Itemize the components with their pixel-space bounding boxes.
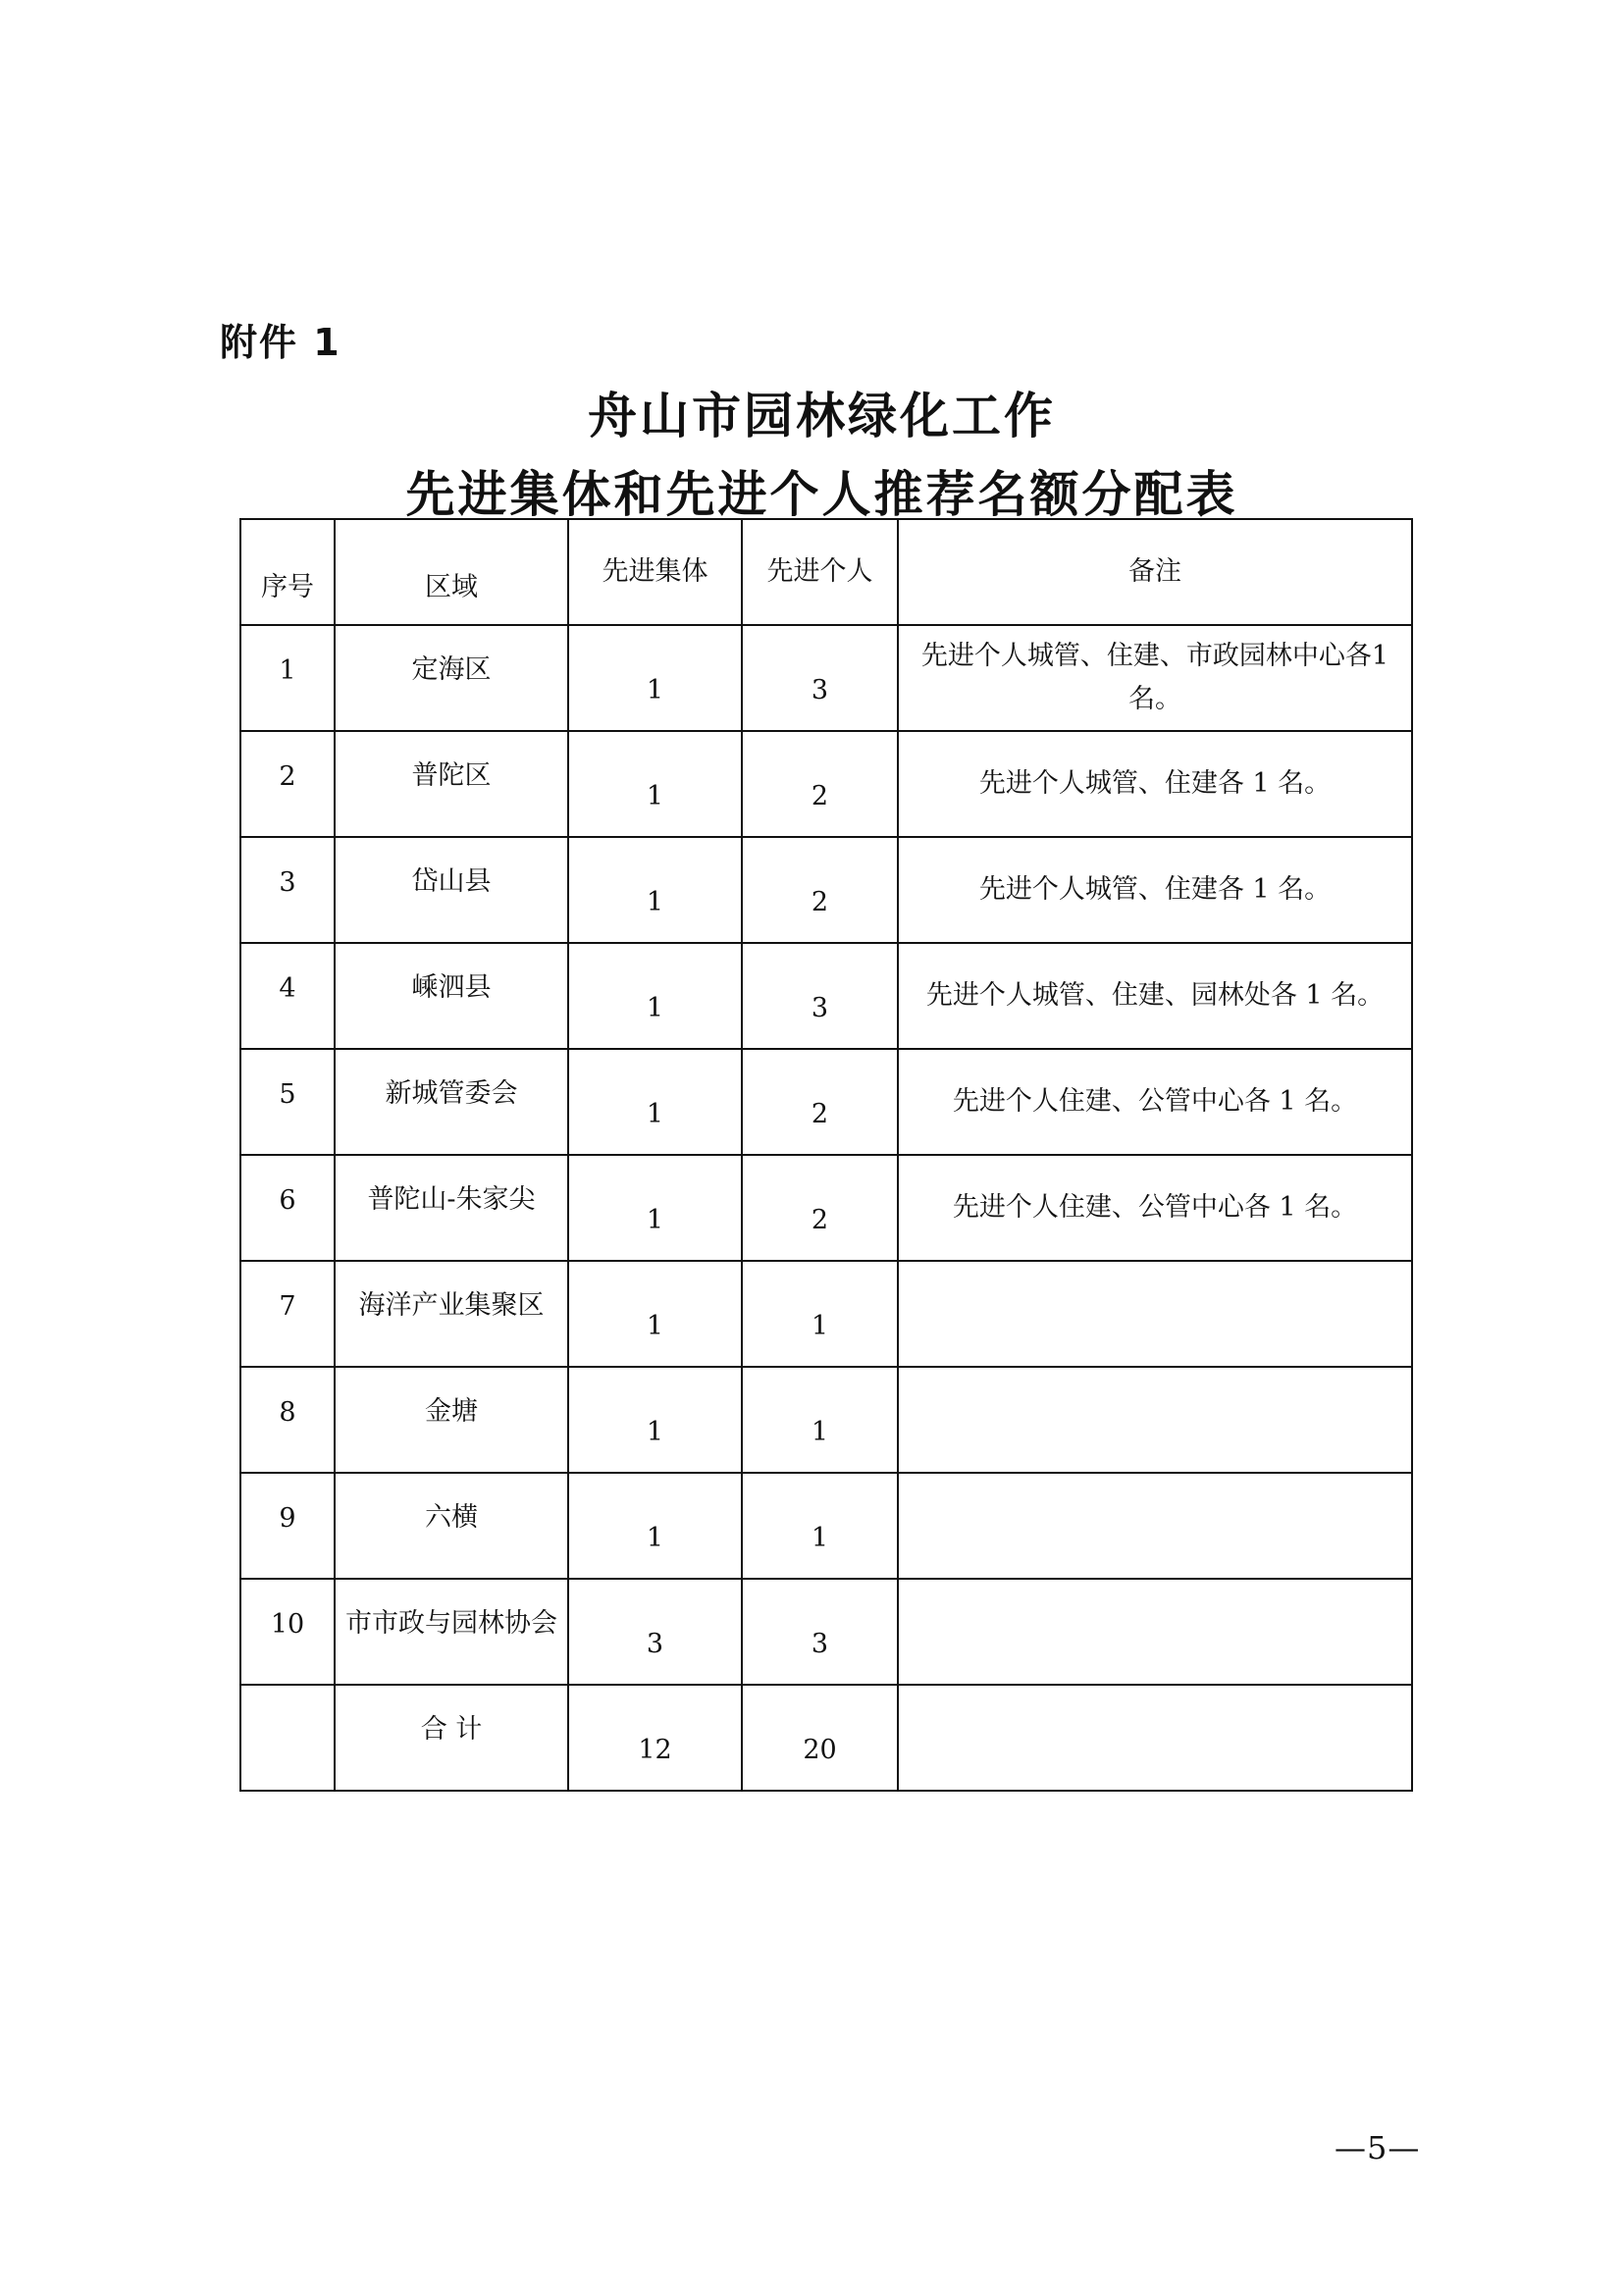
document-title-line-1: 舟山市园林绿化工作 (588, 388, 1056, 444)
table-row (240, 1261, 1412, 1367)
cell-individual: 2 (742, 1049, 898, 1155)
cell-collective: 1 (568, 731, 742, 837)
cell-note: 先进个人住建、公管中心各 1 名。 (898, 1155, 1412, 1261)
page-number: —5— (1335, 2129, 1421, 2166)
cell-no: 2 (240, 731, 335, 837)
cell-no: 10 (240, 1579, 335, 1685)
cell-region: 普陀山-朱家尖 (335, 1155, 568, 1261)
cell-collective: 1 (568, 1473, 742, 1579)
cell-collective: 1 (568, 943, 742, 1049)
cell-individual: 1 (742, 1367, 898, 1473)
cell-note: 先进个人城管、住建各 1 名。 (898, 731, 1412, 837)
cell-region: 嵊泗县 (335, 943, 568, 1049)
cell-note (898, 1261, 1412, 1367)
cell-no: 9 (240, 1473, 335, 1579)
cell-collective: 1 (568, 1367, 742, 1473)
cell-individual: 20 (742, 1685, 898, 1791)
cell-collective: 3 (568, 1579, 742, 1685)
table-row (240, 837, 1412, 943)
cell-individual: 3 (742, 1579, 898, 1685)
table-row (240, 943, 1412, 1049)
cell-individual: 2 (742, 1155, 898, 1261)
cell-collective: 1 (568, 625, 742, 731)
cell-region: 市市政与园林协会 (335, 1579, 568, 1685)
cell-no: 5 (240, 1049, 335, 1155)
cell-collective: 1 (568, 1261, 742, 1367)
cell-individual: 2 (742, 837, 898, 943)
table-row (240, 1579, 1412, 1685)
cell-note: 先进个人住建、公管中心各 1 名。 (898, 1049, 1412, 1155)
cell-region: 普陀区 (335, 731, 568, 837)
cell-note: 先进个人城管、住建、园林处各 1 名。 (898, 943, 1412, 1049)
document-title-line-2: 先进集体和先进个人推荐名额分配表 (405, 466, 1238, 523)
table-row (240, 625, 1412, 731)
cell-no: 7 (240, 1261, 335, 1367)
cell-region: 新城管委会 (335, 1049, 568, 1155)
table-row (240, 1155, 1412, 1261)
table-row (240, 1049, 1412, 1155)
table-header-row (240, 519, 1412, 625)
cell-individual: 2 (742, 731, 898, 837)
cell-region: 六横 (335, 1473, 568, 1579)
cell-collective: 1 (568, 1049, 742, 1155)
header-region: 区域 (335, 519, 568, 625)
cell-individual: 3 (742, 625, 898, 731)
allocation-table (239, 518, 1413, 1792)
cell-note (898, 1473, 1412, 1579)
cell-note (898, 1367, 1412, 1473)
cell-region: 定海区 (335, 625, 568, 731)
cell-collective: 1 (568, 1155, 742, 1261)
header-note: 备注 (898, 519, 1412, 625)
cell-note: 先进个人城管、住建、市政园林中心各1名。 (898, 625, 1412, 731)
attachment-label: 附件 1 (220, 321, 341, 364)
table-row (240, 1473, 1412, 1579)
cell-individual: 1 (742, 1261, 898, 1367)
table-row (240, 731, 1412, 837)
cell-region: 海洋产业集聚区 (335, 1261, 568, 1367)
cell-region: 金塘 (335, 1367, 568, 1473)
cell-no: 1 (240, 625, 335, 731)
header-collective: 先进集体 (568, 519, 742, 625)
cell-collective: 12 (568, 1685, 742, 1791)
cell-no: 3 (240, 837, 335, 943)
cell-individual: 3 (742, 943, 898, 1049)
cell-region: 合 计 (335, 1685, 568, 1791)
header-individual: 先进个人 (742, 519, 898, 625)
cell-no (240, 1685, 335, 1791)
cell-no: 4 (240, 943, 335, 1049)
cell-note: 先进个人城管、住建各 1 名。 (898, 837, 1412, 943)
header-no: 序号 (240, 519, 335, 625)
total-row (240, 1685, 1412, 1791)
table-row (240, 1367, 1412, 1473)
cell-note (898, 1579, 1412, 1685)
cell-note (898, 1685, 1412, 1791)
cell-individual: 1 (742, 1473, 898, 1579)
cell-no: 6 (240, 1155, 335, 1261)
cell-no: 8 (240, 1367, 335, 1473)
cell-collective: 1 (568, 837, 742, 943)
cell-region: 岱山县 (335, 837, 568, 943)
